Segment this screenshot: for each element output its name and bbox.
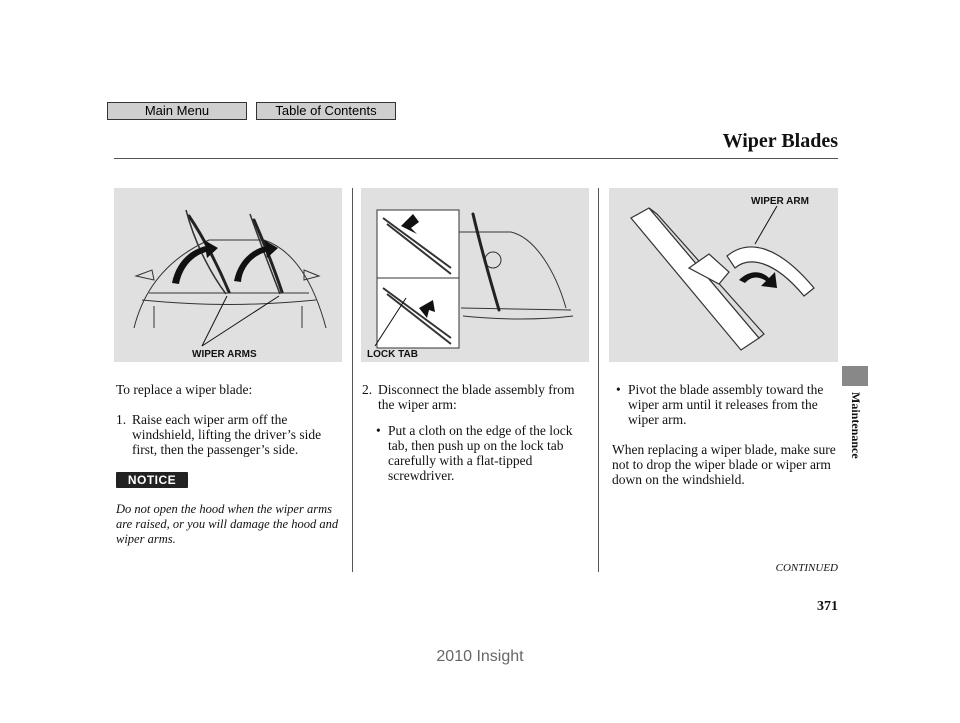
section-tab bbox=[842, 366, 868, 386]
lock-tab-drawing bbox=[361, 188, 589, 362]
title-divider bbox=[114, 158, 838, 159]
lock-tab-illustration bbox=[361, 188, 589, 362]
footer-watermark: 2010 Insight bbox=[436, 648, 524, 665]
column-divider bbox=[598, 188, 599, 572]
figure-label-wiper-arms: WIPER ARMS bbox=[192, 349, 257, 360]
continued-label: CONTINUED bbox=[775, 562, 838, 574]
table-of-contents-button[interactable]: Table of Contents bbox=[256, 102, 396, 120]
page-title: Wiper Blades bbox=[722, 130, 838, 152]
wiper-arms-illustration bbox=[114, 188, 342, 362]
column-2-text bbox=[362, 382, 590, 483]
replacing-note: When replacing a wiper blade, make sure not to drop the wiper blade or wiper arm down on the windshield. bbox=[612, 442, 836, 487]
step-2 bbox=[362, 382, 590, 412]
column-3-text bbox=[612, 382, 836, 487]
intro-text: To replace a wiper blade: bbox=[116, 382, 253, 397]
bullet-pivot: • Pivot the blade assembly toward the wiper arm until it releases from the wiper arm. bbox=[612, 382, 836, 427]
figure-label-lock-tab: LOCK TAB bbox=[367, 349, 418, 360]
notice-badge: NOTICE bbox=[116, 472, 188, 488]
step-1 bbox=[116, 412, 348, 457]
main-menu-button[interactable]: Main Menu bbox=[107, 102, 247, 120]
section-label: Maintenance bbox=[849, 392, 863, 459]
step-1-number: 1. bbox=[116, 412, 127, 427]
figure-label-wiper-arm: WIPER ARM bbox=[751, 196, 809, 207]
column-divider bbox=[352, 188, 353, 572]
wiper-arm-drawing bbox=[609, 188, 838, 362]
bullet-lock-tab: • Put a cloth on the edge of the lock tab, then push up on the lock tab carefully with a flat-tipped screwdriver. bbox=[372, 423, 590, 483]
notice-text: Do not open the hood when the wiper arms are raised, or you will damage the hood and wiper arms. bbox=[116, 502, 339, 546]
car-windshield-drawing bbox=[114, 188, 342, 362]
page-number: 371 bbox=[817, 599, 838, 614]
step-2-number: 2. bbox=[362, 382, 373, 397]
step-2-text: Disconnect the blade assembly from the wiper arm: bbox=[378, 382, 575, 412]
wiper-arm-illustration bbox=[609, 188, 838, 362]
step-1-text: Raise each wiper arm off the windshield, lifting the driver’s side first, then the passenger’s side. bbox=[132, 412, 322, 457]
column-1-text bbox=[116, 382, 348, 457]
